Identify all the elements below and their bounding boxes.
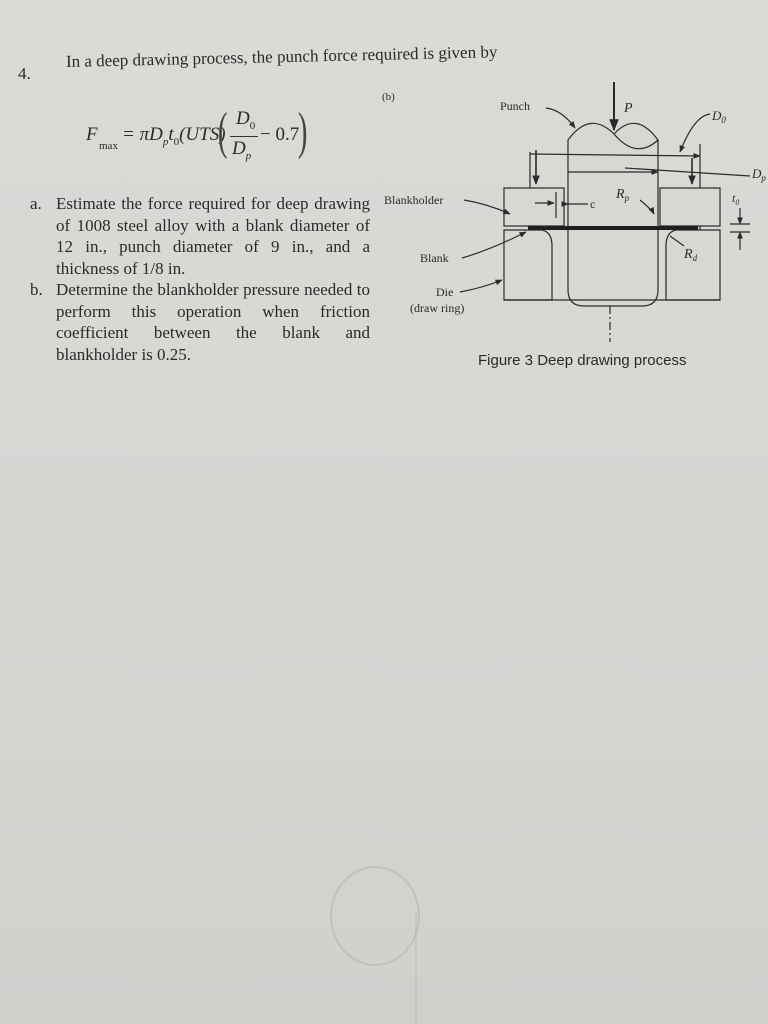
blank-diameter-label: $D_0$ — [712, 108, 726, 125]
punch-label: Punch — [500, 99, 530, 113]
part-text: Determine the blankholder pressure needed to perform this operation when friction coefficient between the blank and blankholder is 0.25. — [56, 280, 370, 364]
die-right — [666, 230, 720, 300]
panel-label: (b) — [382, 91, 395, 103]
question-number: 4. — [18, 64, 31, 83]
die-left — [504, 230, 552, 300]
formula-lhs: F — [86, 124, 98, 145]
blankholder-left — [504, 188, 564, 226]
question-parts — [30, 193, 370, 365]
left-paren: ( — [217, 103, 228, 160]
thickness-label: $t_0$ — [732, 191, 740, 207]
deep-drawing-diagram — [370, 80, 768, 380]
part-b — [30, 279, 370, 365]
clearance-label: c — [590, 197, 596, 211]
figure-caption: Figure 3 Deep drawing process — [478, 352, 687, 369]
die-label: Die — [436, 285, 454, 299]
punch-radius-label: $R_p$ — [616, 187, 630, 203]
formula-tail: − 0.7 — [260, 124, 300, 145]
right-paren: ) — [297, 103, 308, 160]
formula-denominator: $D_p$ — [232, 138, 252, 162]
blankholder-label: Blankholder — [384, 193, 444, 207]
fraction-bar — [230, 136, 258, 137]
formula-numerator: $D_0$ — [236, 108, 256, 132]
blankholder-right — [660, 188, 720, 226]
part-label: b. — [30, 280, 43, 299]
formula-lhs-subscript: max — [99, 140, 118, 152]
punch — [568, 123, 658, 306]
part-a — [30, 193, 370, 279]
question-stem: In a deep drawing process, the punch force required is given by — [65, 42, 498, 71]
blank-label: Blank — [420, 251, 449, 265]
bleed-through-stroke — [415, 912, 417, 1024]
die-radius-label: $R_d$ — [684, 247, 698, 263]
force-label: P — [624, 101, 633, 116]
blank-sheet — [528, 226, 698, 230]
punch-force-formula — [86, 103, 326, 174]
part-text: Estimate the force required for deep drawing of 1008 steel alloy with a blank diameter of 12 in., punch diameter of 9 in., and a thickness of 1/8 in. — [56, 194, 370, 278]
part-label: a. — [30, 194, 42, 213]
punch-diameter-label: $D_p$ — [752, 166, 766, 183]
bleed-through-mark — [330, 866, 420, 966]
die-sublabel: (draw ring) — [410, 301, 465, 315]
formula-rhs: = $\pi D_pt_0(UTS)$ — [122, 124, 226, 148]
